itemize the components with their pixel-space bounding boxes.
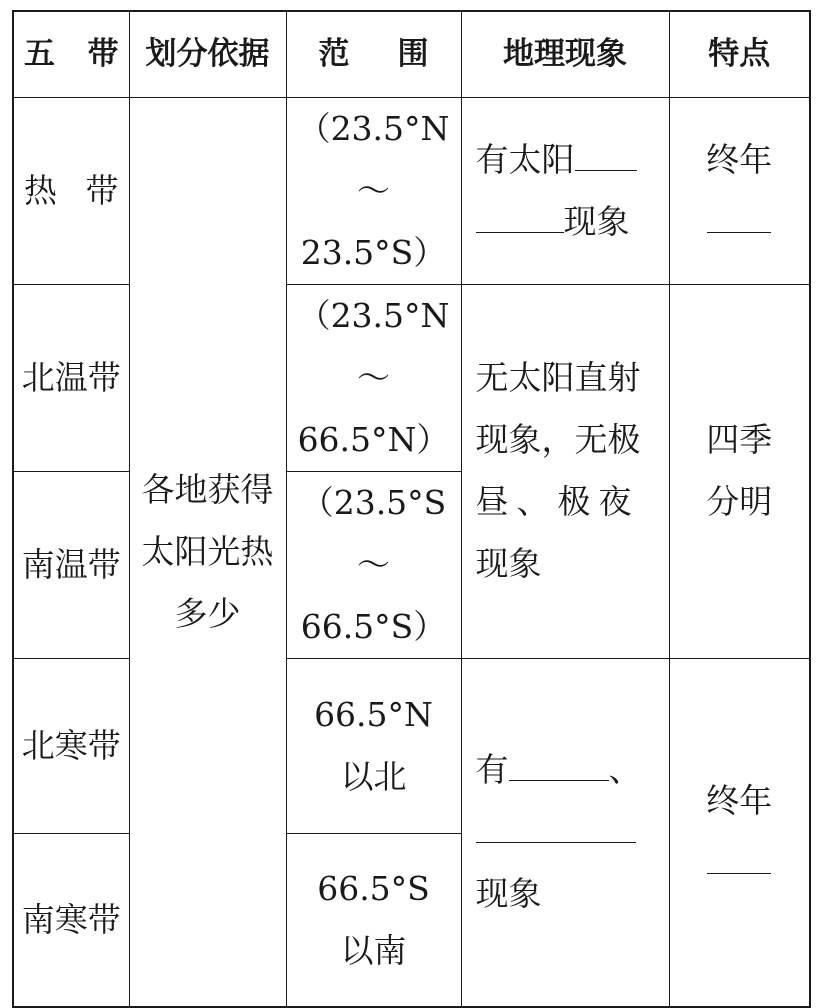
header-row xyxy=(13,11,810,97)
fill-blank[interactable] xyxy=(707,198,771,233)
phenomenon-line: 现象 xyxy=(475,544,542,583)
header-basis: 划分依据 xyxy=(129,11,286,97)
fill-blank[interactable] xyxy=(509,746,609,781)
feature-text: 终年 xyxy=(706,781,773,821)
header-char: 五 xyxy=(24,36,55,73)
feature-tropical xyxy=(669,97,810,284)
zone-char: 热 xyxy=(24,170,57,210)
phenomenon-text: 、 xyxy=(608,750,642,790)
five-zones-table xyxy=(12,10,811,1008)
range-line: 66.5°N） xyxy=(297,419,450,459)
header-five-zones xyxy=(13,11,129,97)
range-line: （23.5°N～ xyxy=(297,295,450,397)
zone-north-temperate: 北温带 xyxy=(13,284,129,471)
fill-blank[interactable] xyxy=(575,136,637,171)
feature-line: 四季 xyxy=(706,420,773,459)
feature-line: 分明 xyxy=(706,482,773,521)
phenomenon-temperate xyxy=(461,284,669,658)
feature-frigid xyxy=(669,658,810,1007)
phenomenon-line: 现象，无极 xyxy=(475,420,641,459)
basis-line: 太阳光热 xyxy=(141,531,274,571)
fill-blank[interactable] xyxy=(476,808,636,843)
range-line: 66.5°S xyxy=(317,868,430,908)
range-south-frigid xyxy=(286,833,461,1007)
zone-tropical xyxy=(13,97,129,284)
range-tropical xyxy=(286,97,461,284)
range-line: （23.5°S～ xyxy=(300,482,447,584)
row-tropical xyxy=(13,97,810,284)
header-char: 范 xyxy=(318,36,350,73)
feature-temperate xyxy=(669,284,810,658)
fill-blank[interactable] xyxy=(476,198,564,233)
range-north-temperate xyxy=(286,284,461,471)
range-line: 66.5°N xyxy=(314,694,433,734)
basis-line: 各地获得 xyxy=(141,469,274,509)
range-line: 以南 xyxy=(340,930,407,970)
range-south-temperate xyxy=(286,471,461,658)
zone-south-frigid: 南寒带 xyxy=(13,833,129,1007)
phenomenon-frigid xyxy=(461,658,669,1007)
phenomenon-text: 现象 xyxy=(475,874,542,914)
header-feature: 特点 xyxy=(669,11,810,97)
fill-blank[interactable] xyxy=(707,839,771,874)
phenomenon-text: 现象 xyxy=(563,201,630,241)
zone-north-frigid: 北寒带 xyxy=(13,658,129,833)
range-line: 以北 xyxy=(340,756,407,796)
phenomenon-line: 昼、极夜 xyxy=(475,482,640,521)
phenomenon-text: 有太阳 xyxy=(475,139,575,179)
header-phenomenon: 地理现象 xyxy=(461,11,669,97)
division-basis xyxy=(129,97,286,1007)
feature-text: 终年 xyxy=(706,139,773,179)
basis-line: 多少 xyxy=(174,593,241,633)
range-line: （23.5°N～ xyxy=(297,108,450,210)
phenomenon-line: 无太阳直射 xyxy=(475,358,641,397)
range-line: 66.5°S） xyxy=(300,606,447,646)
zone-char: 带 xyxy=(85,170,119,210)
phenomenon-tropical xyxy=(461,97,669,284)
header-char: 围 xyxy=(397,36,429,73)
range-north-frigid xyxy=(286,658,461,833)
header-char: 带 xyxy=(87,36,119,73)
phenomenon-text: 有 xyxy=(475,750,509,790)
range-line: 23.5°S） xyxy=(300,232,447,272)
zone-south-temperate: 南温带 xyxy=(13,471,129,658)
header-range xyxy=(286,11,461,97)
